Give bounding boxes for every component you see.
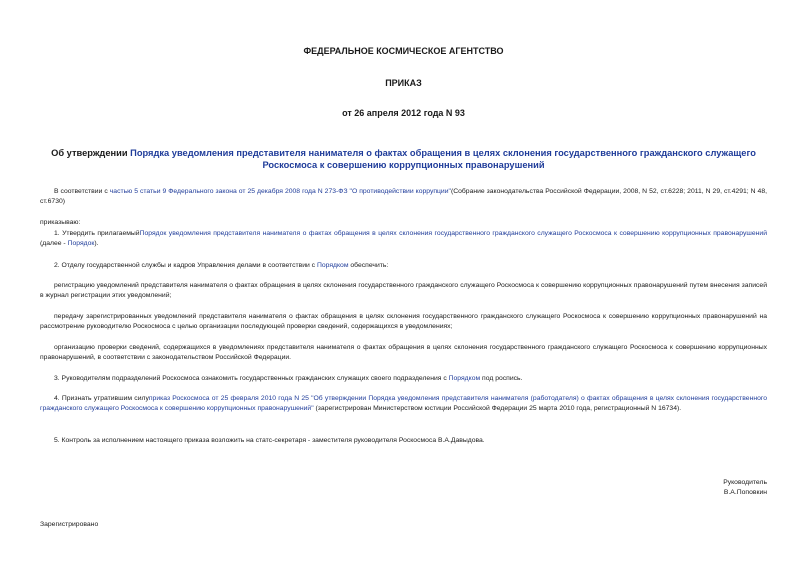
item-5-paragraph: 5. Контроль за исполнением настоящего приказа возложить на статс-секретаря - заместителя руководителя Роскосмоса В.А.Давыдова.	[54, 437, 485, 444]
item-1-text-3: ).	[94, 240, 99, 248]
preamble-text-2: (Собрание законодательства Российской Федерации, 2008, N 52, ст.6228; 2011, N 29, ст.4291; N 48, ст.6730)	[40, 188, 767, 206]
doc-type-heading: ПРИКАЗ	[385, 78, 422, 88]
doc-date-heading: от 26 апреля 2012 года N 93	[342, 108, 465, 118]
item-3-text-1: 3. Руководителям подразделений Роскосмоса ознакомить государственных гражданских служащих своего подразделения с	[54, 375, 449, 382]
preamble-text-1: В соответствии с	[54, 188, 110, 195]
item-3-paragraph	[40, 374, 767, 384]
signature-block	[723, 478, 767, 498]
title-prefix: Об утверждении	[51, 148, 131, 158]
item-1-text-1: 1. Утвердить прилагаемый	[54, 230, 140, 237]
item-2-paragraph	[40, 261, 767, 271]
preamble-law-link[interactable]: частью 5 статьи 9 Федерального закона от 25 декабря 2008 года N 273-ФЗ "О противодействии коррупции"	[109, 188, 451, 195]
document-title	[40, 148, 767, 171]
item-3-text-2: под роспись.	[480, 375, 523, 382]
signature-name: В.А.Поповкин	[723, 489, 767, 497]
sub-item-3-paragraph: организацию проверки сведений, содержащихся в уведомлениях представителя нанимателя о фактах обращения в целях склонения государственного гражданского служащего Роскосмоса к совершению коррупционных правонарушений, в соответствии с законодательством Российской Федерации.	[40, 344, 767, 362]
item-4-text-2: (зарегистрирован Министерством юстиции Российской Федерации 25 марта 2010 года, регистрационный N 16734).	[313, 405, 682, 413]
item-4-paragraph	[40, 394, 767, 414]
signature-position: Руководитель	[723, 479, 767, 486]
item-4-prikaz-link[interactable]: приказ Роскосмоса от 25 февраля 2010 года N 25 "Об утверждении Порядка уведомления представителя нанимателя (работодателя) о фактах обращения в целях склонения государственного гражданского служащего Роскосмоса к совершению коррупционных правонарушений"	[40, 395, 767, 413]
registered-note: Зарегистрировано	[40, 521, 99, 528]
item-4-text-1: 4. Признать утратившим силу	[54, 395, 149, 402]
item-1-poryadok-link[interactable]: Порядок	[67, 240, 95, 248]
preamble-paragraph	[40, 187, 767, 207]
item-2-text-2: обеспечить:	[348, 262, 389, 269]
item-3-poryadok-link[interactable]: Порядком	[448, 375, 481, 382]
item-1-paragraph	[40, 229, 767, 249]
sub-item-2-paragraph: передачу зарегистрированных уведомлений представителя нанимателя о фактах обращения в целях склонения государственного гражданского служащего Роскосмоса к совершению коррупционных правонарушений на рассмотрение руководителю Роскосмоса с целью организации последующей проверки сведений, содержащихся в уведомлениях;	[40, 313, 767, 331]
agency-heading: ФЕДЕРАЛЬНОЕ КОСМИЧЕСКОЕ АГЕНТСТВО	[303, 46, 504, 56]
item-2-poryadok-link[interactable]: Порядком	[316, 262, 349, 269]
item-2-text-1: 2. Отделу государственной службы и кадров Управления делами в соответствии с	[54, 262, 317, 269]
item-1-order-link[interactable]: Порядок уведомления представителя нанимателя о фактах обращения в целях склонения государственного гражданского служащего Роскосмоса к совершению коррупционных правонарушений	[139, 230, 767, 237]
title-link[interactable]: Порядка уведомления представителя нанимателя о фактах обращения в целях склонения государственного гражданского служащего Роскосмоса к совершению коррупционных правонарушений	[130, 148, 756, 170]
item-1-text-2: (далее -	[40, 240, 68, 248]
sub-item-1-paragraph: регистрацию уведомлений представителя нанимателя о фактах обращения в целях склонения государственного гражданского служащего Роскосмоса к совершению коррупционных правонарушений путем внесения записей в журнал регистрации этих уведомлений;	[40, 282, 767, 300]
prikazyvayu-line: приказываю:	[40, 219, 81, 226]
